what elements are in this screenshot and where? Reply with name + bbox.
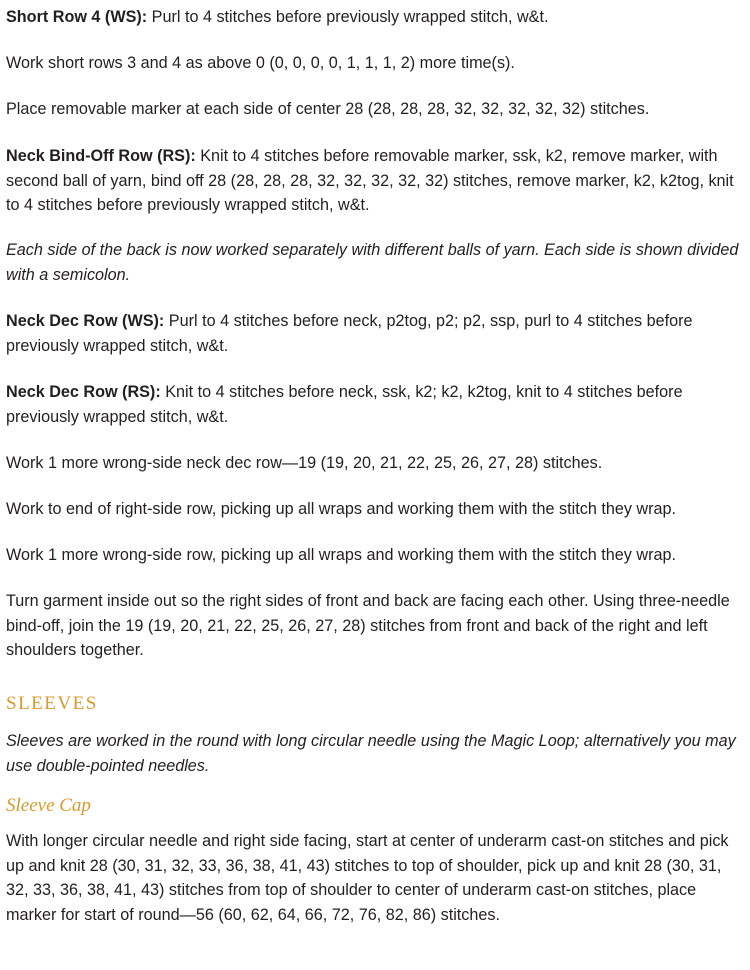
- neck-dec-ws-text: Purl to 4 stitches before neck, p2tog, p2; p2, ssp, purl to 4 stitches before previously wrapped stitch, w&t.: [6, 312, 693, 355]
- neck-bind-off-label: Neck Bind-Off Row (RS):: [6, 147, 196, 165]
- sleeve-cap-heading: Sleeve Cap: [6, 795, 91, 816]
- repeat-short-rows-instruction: Work short rows 3 and 4 as above 0 (0, 0, 0, 0, 1, 1, 1, 2) more time(s).: [6, 54, 515, 72]
- place-marker-instruction: Place removable marker at each side of center 28 (28, 28, 28, 32, 32, 32, 32, 32) stitches.: [6, 100, 650, 118]
- neck-dec-rs-instruction: [6, 380, 742, 429]
- neck-dec-ws-instruction: [6, 309, 742, 358]
- sleeves-intro-text: Sleeves are worked in the round with long circular needle using the Magic Loop; alternatively you may use double-pointed needles.: [6, 732, 736, 775]
- sleeve-cap-instruction: With longer circular needle and right side facing, start at center of underarm cast-on stitches and pick up and knit 28 (30, 31, 32, 33, 36, 38, 41, 43) stitches to top of shoulder, pick up and knit 28 (30, 31, 32, 33, 36, 38, 41, 43) stitches from top of shoulder to center of underarm cast-on stitches, place marker for start of round—56 (60, 62, 64, 66, 72, 76, 82, 86) stitches.: [6, 832, 729, 924]
- short-row-4-instruction: [6, 5, 742, 30]
- neck-dec-rs-text: Knit to 4 stitches before neck, ssk, k2; k2, k2tog, knit to 4 stitches before previously wrapped stitch, w&t.: [6, 383, 683, 426]
- neck-dec-ws-label: Neck Dec Row (WS):: [6, 312, 165, 330]
- wrong-side-row-instruction: Work 1 more wrong-side row, picking up all wraps and working them with the stitch they wrap.: [6, 546, 676, 564]
- right-side-row-instruction: Work to end of right-side row, picking up all wraps and working them with the stitch they wrap.: [6, 500, 676, 518]
- neck-bind-off-text: Knit to 4 stitches before removable marker, ssk, k2, remove marker, with second ball of yarn, bind off 28 (28, 28, 28, 32, 32, 32, 32, 32) stitches, remove marker, k2, k2tog, knit to 4 stitches before previously wrapped stitch, w&t.: [6, 147, 734, 214]
- short-row-4-text: Purl to 4 stitches before previously wrapped stitch, w&t.: [147, 8, 549, 26]
- three-needle-bind-off-instruction: Turn garment inside out so the right sides of front and back are facing each other. Using three-needle bind-off, join the 19 (19, 20, 21, 22, 25, 26, 27, 28) stitches from front and back of the right and left shoulders together.: [6, 592, 730, 659]
- separate-sides-note: [6, 238, 742, 287]
- short-row-4-label: Short Row 4 (WS):: [6, 8, 148, 26]
- sleeves-intro: [6, 729, 742, 778]
- neck-dec-rs-label: Neck Dec Row (RS):: [6, 383, 161, 401]
- separate-sides-text: Each side of the back is now worked separately with different balls of yarn. Each side is shown divided with a semicolon.: [6, 241, 739, 284]
- more-neck-dec-instruction: Work 1 more wrong-side neck dec row—19 (19, 20, 21, 22, 25, 26, 27, 28) stitches.: [6, 454, 603, 472]
- neck-bind-off-instruction: [6, 144, 742, 218]
- sleeves-heading: SLEEVES: [6, 693, 98, 714]
